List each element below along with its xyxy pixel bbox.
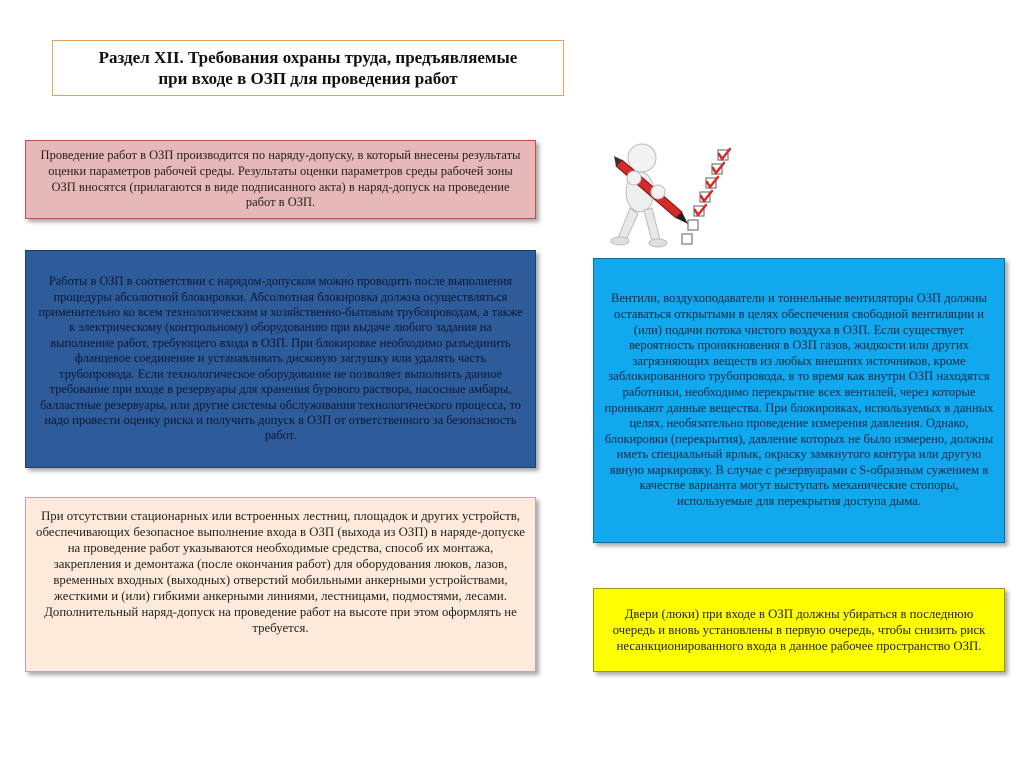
- ventilation-block: [593, 258, 1005, 543]
- work-permit-text: Проведение работ в ОЗП производится по наряду-допуску, в который внесены результаты оценки параметров рабочей среды. Результаты оценки параметров среды рабочей зоны ОЗП вносятся (прилагаются в виде подписанного акта) в наряд-допуск на проведение работ в ОЗП.: [40, 148, 521, 210]
- ladders-anchors-block: [25, 497, 536, 672]
- title-line-2: при входе в ОЗП для проведения работ: [158, 69, 458, 88]
- checklist-icon: [682, 150, 728, 244]
- doors-hatches-block: [593, 588, 1005, 672]
- work-permit-block: [25, 140, 536, 219]
- ladders-anchors-text: При отсутствии стационарных или встроенных лестниц, площадок и других устройств, обеспечивающих безопасное выполнение входа в ОЗП (выхода из ОЗП) в наряде-допуске на проведение работ указываются необходимые средства, способ их монтажа, закрепления и демонтажа (после окончания работ) для оборудования люков, лазов, временных входных (выходных) отверстий мобильными анкерными устройствами, жесткими и (или) гибкими анкерными линиями, лестницами, подмостями, лесами. Дополнительный наряд-допуск на проведение работ на высоте при этом оформлять не требуется.: [36, 509, 525, 635]
- absolute-blocking-text: Работы в ОЗП в соответствии с нарядом-допуском можно проводить после выполнения процедуры абсолютной блокировки. Абсолютная блокировка должна осуществляться применительно ко всем технологическим и хозяйственно-бытовым трубопроводам, а также к электрическому (контрольному) оборудованию при выдаче любого задания на выполнение работ, требующего входа в ОЗП. При блокировке необходимо разъединить фланцевое соединение и устанавливать дисковую заглушку или удалять часть трубопровода. Если технологическое оборудование не позволяет выполнить данное требование при входе в резервуары для хранения бурового раствора, насосные амбары, балластные резервуары, или другие системы обслуживания технологического процесса, то надо провести оценку риска и получить допуск в ОЗП от ответственного за безопасность работ.: [38, 274, 523, 443]
- doors-hatches-text: Двери (люки) при входе в ОЗП должны убираться в последнюю очередь и вновь установлены в первую очередь, чтобы снизить риск несанкционированного входа в данное рабочее пространство ОЗП.: [612, 607, 986, 653]
- absolute-blocking-block: [25, 250, 536, 468]
- figure-with-pen-checklist-icon: [600, 120, 750, 260]
- ventilation-text: Вентили, воздухоподаватели и тоннельные вентиляторы ОЗП должны оставаться открытыми в целях обеспечения свободной вентиляции и (или) подачи потока чистого воздуха в ОЗП. Если существует вероятность проникновения в ОЗП газов, жидкости или других загрязняющих веществ из любых внешних источников, кроме заблокированного трубопровода, в то время как внутри ОЗП находятся работники, необходимо перекрытие всех вентилей, через которые проникают данные вещества. При блокировках, используемых в данных целях, необязательно проведение измерения давления. Однако, блокировки (перекрытия), давление которых не было измерено, должны иметь специальный ярлык, окраску замкнутого контура или другую явную маркировку. В случае с резервуарами с S-образным сужением в качестве варианта могут выступать механические стопоры, используемые для перекрытия доступа дыма.: [604, 291, 994, 509]
- page-title: [52, 40, 564, 96]
- title-line-1: Раздел XII. Требования охраны труда, предъявляемые: [98, 48, 518, 67]
